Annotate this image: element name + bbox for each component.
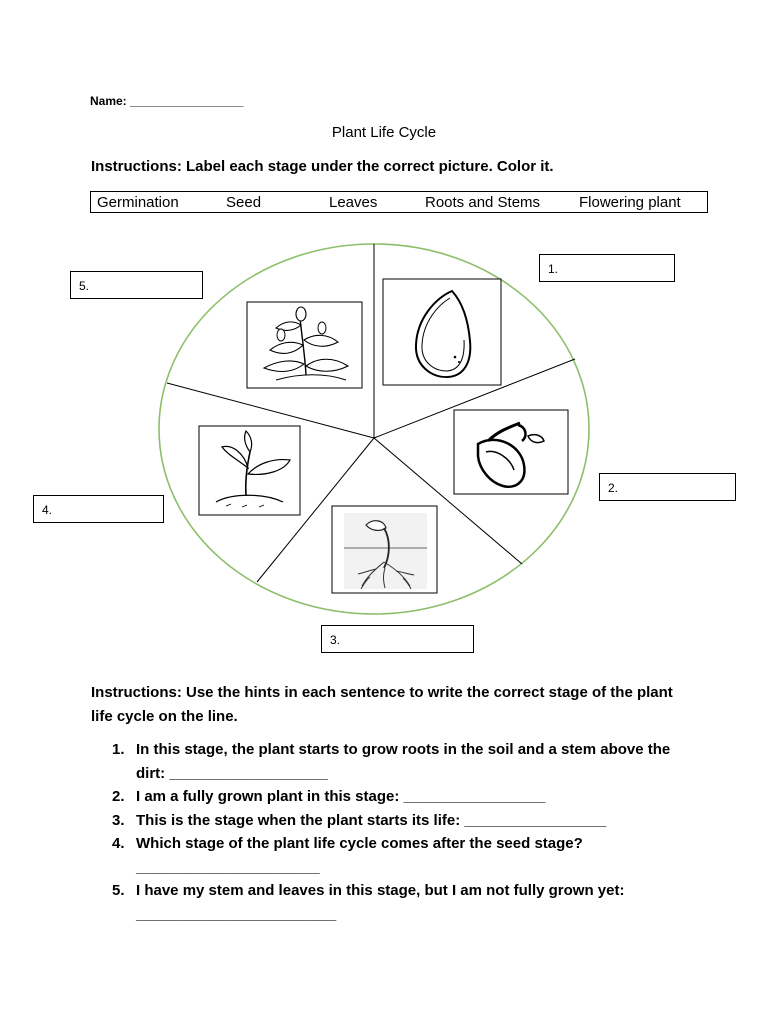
stage-box-5[interactable]: 5. xyxy=(70,271,203,299)
flowering-plant-picture xyxy=(247,302,362,388)
word-bank-flowering-plant: Flowering plant xyxy=(579,194,681,211)
question-item xyxy=(90,738,690,785)
instructions-hints: Instructions: Use the hints in each sentence to write the correct stage of the plant life cycle on the line. xyxy=(91,684,673,725)
stage-box-3[interactable]: 3. xyxy=(321,625,474,653)
question-number: 4. xyxy=(112,835,125,852)
leaves-picture xyxy=(199,426,300,515)
question-number: 1. xyxy=(112,741,125,758)
instructions-label-stages: Instructions: Label each stage under the correct picture. Color it. xyxy=(91,158,554,175)
answer-line[interactable]: dirt: ___________________ xyxy=(136,764,328,782)
name-field[interactable]: Name: _________________ xyxy=(90,94,244,108)
word-bank-leaves: Leaves xyxy=(329,194,378,211)
seed-picture xyxy=(383,279,501,385)
question-text[interactable]: This is the stage when the plant starts its life: _________________ xyxy=(136,811,607,829)
question-item xyxy=(90,832,690,879)
flower-bud-icon xyxy=(296,307,306,321)
word-bank-germination: Germination xyxy=(97,194,179,211)
germination-picture xyxy=(454,410,568,494)
question-text[interactable]: I am a fully grown plant in this stage: _________________ xyxy=(136,788,546,805)
stage-box-2[interactable]: 2. xyxy=(599,473,736,501)
answer-line[interactable]: ________________________ xyxy=(136,905,337,923)
roots-and-stems-picture xyxy=(332,506,437,593)
question-text: Which stage of the plant life cycle comes after the seed stage? xyxy=(136,835,583,852)
stage-box-1[interactable]: 1. xyxy=(539,254,675,282)
stage-box-4[interactable]: 4. xyxy=(33,495,164,523)
question-item xyxy=(90,809,690,833)
question-text: I have my stem and leaves in this stage, but I am not fully grown yet: xyxy=(136,882,625,899)
page-title: Plant Life Cycle xyxy=(331,124,437,141)
question-number: 2. xyxy=(112,788,125,805)
question-number: 3. xyxy=(112,811,125,829)
word-bank-roots-and-stems: Roots and Stems xyxy=(425,194,541,211)
question-text: In this stage, the plant starts to grow roots in the soil and a stem above the xyxy=(136,741,671,758)
question-number: 5. xyxy=(112,882,125,899)
question-item xyxy=(90,879,690,926)
word-bank-seed: Seed xyxy=(226,194,262,211)
answer-line[interactable]: ______________________ xyxy=(136,858,320,876)
question-item xyxy=(90,785,690,809)
question-list xyxy=(90,738,690,926)
